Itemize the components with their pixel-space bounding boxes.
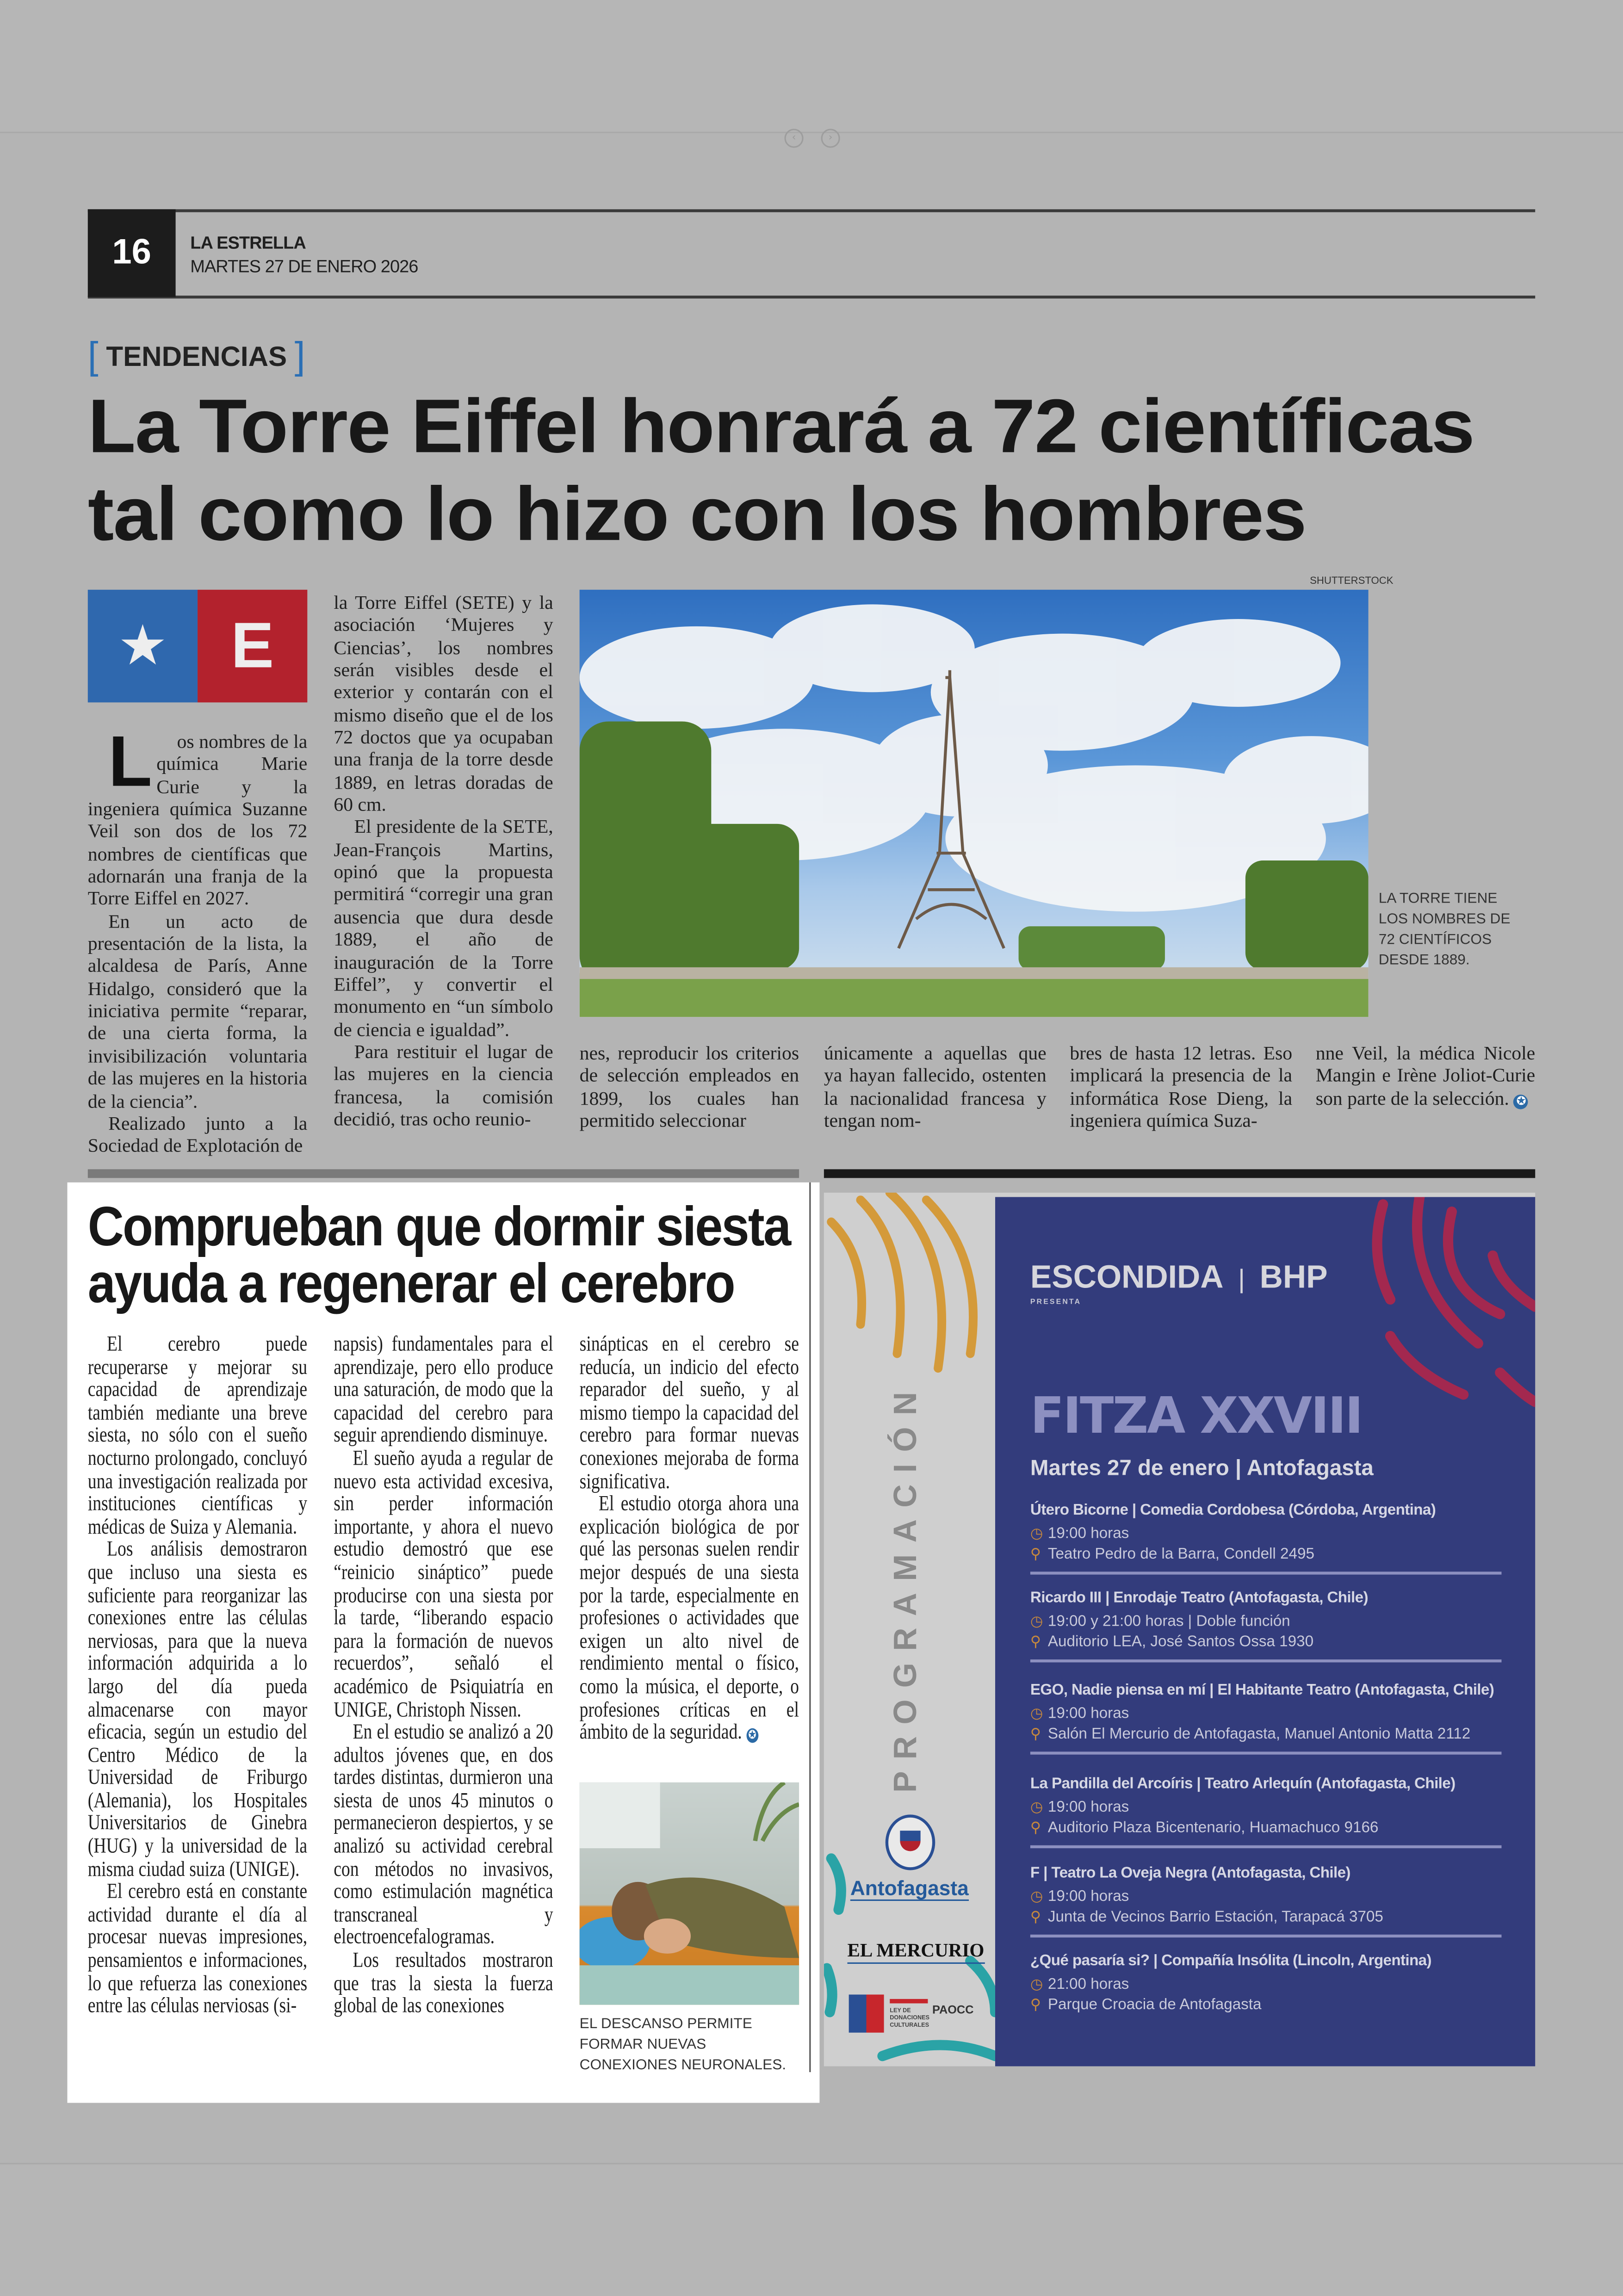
el-mercurio-logo: EL MERCURIO bbox=[847, 1939, 984, 1964]
paragraph-text: nes, reproducir los criterios de selección empleados en 1899, los cuales han permitido seleccionar bbox=[579, 1042, 799, 1132]
paragraph bbox=[334, 1448, 553, 1722]
clock-icon: ◷ bbox=[1030, 1706, 1043, 1723]
paragraph bbox=[88, 1335, 307, 1540]
clock-icon: ◷ bbox=[1030, 1889, 1043, 1906]
paragraph bbox=[824, 1042, 1047, 1132]
headline-line-2: tal como lo hizo con los hombres bbox=[87, 472, 1306, 558]
viewer-top-bar bbox=[0, 0, 1623, 133]
event-title: ¿Qué pasaría si? | Compañía Insólita (Lincoln, Argentina) bbox=[1030, 1952, 1431, 1970]
article-column bbox=[87, 723, 308, 1157]
event-place-text: Auditorio Plaza Bicentenario, Huamachuco 9166 bbox=[1047, 1819, 1379, 1837]
paragraph bbox=[88, 1112, 307, 1157]
paragraph-text: En un acto de presentación de la lista, la alcaldesa de París, Anne Hidalgo, consideró que la iniciativa permite “reparar, de una cierta forma, la invisibilización voluntaria de las mujeres en la historia de la ciencia”. bbox=[87, 910, 308, 1112]
paragraph-text: nne Veil, la médica Nicole Mangin e Irène Joliot-Curie son parte de la selección. bbox=[1315, 1042, 1536, 1109]
event-place-text: Salón El Mercurio de Antofagasta, Manuel Antonio Matta 2112 bbox=[1047, 1725, 1471, 1743]
paragraph bbox=[334, 591, 553, 816]
event-item bbox=[1030, 1501, 1502, 1574]
vertical-programacion-label: PROGRAMACIÓN bbox=[886, 1380, 923, 1793]
event-time bbox=[1030, 1525, 1502, 1542]
paragraph-text: El cerebro puede recuperarse y mejorar su capacidad de aprendizaje también mediante una breve siesta, no sólo con el sueño nocturno prolongado, concluyó una investigación realizada por instituciones científicas y médicas de Suiza y Alemania. bbox=[87, 1333, 308, 1539]
event-item bbox=[1030, 1589, 1502, 1662]
sleeping-man-image bbox=[580, 1782, 799, 2005]
location-pin-icon: ⚲ bbox=[1030, 1820, 1041, 1837]
eiffel-tower-photo bbox=[580, 590, 1369, 1017]
siesta-headline-line-2: ayuda a regenerar el cerebro bbox=[87, 1254, 734, 1316]
location-pin-icon: ⚲ bbox=[1030, 1727, 1041, 1743]
article-column bbox=[580, 1042, 799, 1132]
event-time-text: 19:00 y 21:00 horas | Doble función bbox=[1047, 1612, 1290, 1630]
event-item bbox=[1030, 1864, 1502, 1937]
section-logo bbox=[88, 590, 307, 703]
siesta-column bbox=[580, 1335, 799, 1745]
paragraph-text: bres de hasta 12 letras. Eso implicará la presencia de la informática Rose Dieng, la ingeniera química Suza- bbox=[1070, 1042, 1293, 1132]
event-title: La Pandilla del Arcoíris | Teatro Arlequín (Antofagasta, Chile) bbox=[1030, 1775, 1456, 1793]
event-item bbox=[1030, 1775, 1502, 1848]
section-text: TENDENCIAS bbox=[106, 342, 287, 373]
event-place bbox=[1030, 1633, 1502, 1651]
paragraph bbox=[334, 1040, 553, 1130]
paragraph bbox=[87, 723, 308, 910]
photo-credit: SHUTTERSTOCK bbox=[1310, 576, 1394, 587]
paragraph bbox=[88, 1882, 307, 2019]
eiffel-tower-image bbox=[580, 590, 1369, 1017]
event-place bbox=[1030, 1908, 1502, 1926]
paragraph bbox=[1070, 1042, 1292, 1132]
star-icon: ★ bbox=[88, 590, 198, 703]
paragraph-text: Los análisis demostraron que incluso una siesta es suficiente para reorganizar las conexiones entre las células nerviosas, para que la nueva información adquirida a lo largo del día pueda almacenarse con mayor eficacia, según un estudio del Centro Médico de la Universidad de Friburgo (Alemania), los Hospitales Universitarios de Ginebra (HUG) y la universidad de la misma ciudad suiza (UNIGE). bbox=[87, 1538, 308, 1881]
event-time-text: 19:00 horas bbox=[1047, 1525, 1129, 1543]
siesta-headline-line-1: Comprueban que dormir siesta bbox=[87, 1197, 790, 1259]
paragraph bbox=[580, 1335, 799, 1494]
event-place-text: Junta de Vecinos Barrio Estación, Tarapacá 3705 bbox=[1047, 1908, 1383, 1926]
event-time-text: 19:00 horas bbox=[1047, 1888, 1129, 1906]
sponsor-name: ESCONDIDA bbox=[1030, 1258, 1224, 1295]
event-place bbox=[1030, 1725, 1502, 1743]
event-title: F | Teatro La Oveja Negra (Antofagasta, Chile) bbox=[1030, 1864, 1350, 1882]
issue-date: MARTES 27 DE ENERO 2026 bbox=[190, 256, 418, 277]
antofagasta-logo: Antofagasta bbox=[850, 1876, 969, 1901]
end-of-article-icon: ✪ bbox=[1514, 1094, 1529, 1109]
paragraph bbox=[88, 910, 307, 1112]
paragraph-text: En el estudio se analizó a 20 adultos jóvenes que, en dos tardes distintas, durmieron una siesta de unos 45 minutos o permanecieron despiertos, y se analizó su actividad cerebral con métodos no invasivos, como estimulación magnética transcraneal y electroencefalogramas. bbox=[334, 1721, 553, 1950]
paragraph-text: la Torre Eiffel (SETE) y la asociación ‘Mujeres y Ciencias’, los nombres serán visibles desde el exterior y contarán con el mismo diseño que el de los 72 doctos que ya ocupaban una franja de la torre desde 1889, en letras doradas de 60 cm. bbox=[334, 591, 553, 816]
sponsor-logo bbox=[1030, 1258, 1328, 1296]
event-item bbox=[1030, 1682, 1502, 1754]
event-time bbox=[1030, 1888, 1502, 1906]
sleeping-man-photo bbox=[580, 1782, 799, 2005]
event-title: Útero Bicorne | Comedia Cordobesa (Córdoba, Argentina) bbox=[1030, 1501, 1436, 1519]
paragraph-text: Los resultados mostraron que tras la siesta la fuerza global de las conexiones bbox=[334, 1949, 553, 2018]
donaciones-logo: LEY DE DONACIONES CULTURALES bbox=[890, 1999, 928, 2028]
article-column bbox=[334, 591, 553, 1130]
government-logo bbox=[849, 1994, 884, 2032]
event-place-text: Parque Croacia de Antofagasta bbox=[1047, 1996, 1262, 2014]
sponsor-name-2: BHP bbox=[1259, 1258, 1328, 1295]
paragraph-text: El cerebro está en constante actividad durante el día al procesar nuevas impresiones, pensamientos e informaciones, lo que refuerza las conexiones entre las células nerviosas (si- bbox=[87, 1881, 308, 2018]
event-time bbox=[1030, 1975, 1502, 1993]
program-panel bbox=[995, 1197, 1535, 2066]
paragraph-text: os nombres de la química Marie Curie y la ingeniera química Suzanne Veil son dos de los 72 nombres de científicas que adornarán una franja de la Torre Eiffel en 2027. bbox=[87, 730, 308, 910]
event-time bbox=[1030, 1613, 1502, 1630]
event-place bbox=[1030, 1819, 1502, 1837]
event-title: Ricardo III | Enrodaje Teatro (Antofagasta, Chile) bbox=[1030, 1589, 1368, 1607]
section-divider bbox=[88, 1169, 799, 1178]
paragraph bbox=[334, 1335, 553, 1449]
event-place bbox=[1030, 1545, 1502, 1563]
location-pin-icon: ⚲ bbox=[1030, 1997, 1041, 2014]
municipality-crest-icon bbox=[886, 1814, 935, 1870]
festival-title: FITZA XXVIII bbox=[1030, 1387, 1362, 1446]
logo-letter: E bbox=[198, 590, 307, 703]
clock-icon: ◷ bbox=[1030, 1526, 1043, 1543]
paragraph-text: El presidente de la SETE, Jean-François Martins, opinó que la propuesta permitirá “corregir una gran ausencia que dura desde 1889, el año de inauguración de la Torre Eiffel”, y convertir el monumento en “un símbolo de ciencia e igualdad”. bbox=[334, 816, 553, 1040]
paragraph bbox=[334, 1722, 553, 1950]
siesta-column bbox=[334, 1335, 553, 2019]
paper-name: LA ESTRELLA bbox=[190, 232, 306, 254]
paragraph-text: El sueño ayuda a regular de nuevo esta actividad excesiva, sin perder información importante, y ahora el nuevo estudio demostró que ese “reinicio sináptico” puede producirse con una siesta por la tarde, “liberando espacio para la formación de nuevos recuerdos”, señaló el académico de Psiquiatría en UNIGE, Christoph Nissen. bbox=[334, 1447, 553, 1722]
header-rule-bottom bbox=[88, 296, 1535, 298]
event-place-text: Auditorio LEA, José Santos Ossa 1930 bbox=[1047, 1633, 1314, 1651]
event-item bbox=[1030, 1952, 1502, 2014]
event-separator bbox=[1030, 1845, 1502, 1848]
chevron-right-icon[interactable]: › bbox=[821, 129, 840, 148]
viewer-bottom-bar bbox=[0, 2163, 1623, 2296]
event-place bbox=[1030, 1996, 1502, 2014]
clock-icon: ◷ bbox=[1030, 1614, 1043, 1630]
paragraph-text: Para restituir el lugar de las mujeres en la ciencia francesa, la comisión decidió, tras ocho reunio- bbox=[334, 1040, 553, 1130]
event-title: EGO, Nadie piensa en mí | El Habitante Teatro (Antofagasta, Chile) bbox=[1030, 1681, 1494, 1699]
paragraph-text: El estudio otorga ahora una explicación biológica de por qué las personas suelen rendir mejor después de una siesta por la tarde, especialmente en profesiones o actividades que exigen un alto nivel de rendimiento mental o físico, como la música, el deporte, o profesiones críticas en el ámbito de la seguridad. bbox=[579, 1492, 799, 1745]
paragraph bbox=[88, 1540, 307, 1882]
presenta-label: PRESENTA bbox=[1030, 1298, 1082, 1307]
drop-cap: L bbox=[108, 723, 152, 802]
header-rule-top bbox=[88, 209, 1535, 211]
event-time-text: 19:00 horas bbox=[1047, 1798, 1129, 1816]
article-column bbox=[824, 1042, 1047, 1132]
page-number: 16 bbox=[88, 209, 176, 297]
event-separator bbox=[1030, 1572, 1502, 1574]
location-pin-icon: ⚲ bbox=[1030, 1909, 1041, 1926]
event-time-text: 21:00 horas bbox=[1047, 1975, 1129, 1993]
article-column bbox=[1070, 1042, 1292, 1132]
paocc-logo: PAOCC bbox=[932, 2003, 974, 2017]
section-label: [ TENDENCIAS ] bbox=[87, 334, 305, 378]
location-pin-icon: ⚲ bbox=[1030, 1634, 1041, 1651]
event-place-text: Teatro Pedro de la Barra, Condell 2495 bbox=[1047, 1545, 1314, 1563]
event-time bbox=[1030, 1705, 1502, 1722]
festival-date-line: Martes 27 de enero | Antofagasta bbox=[1030, 1456, 1374, 1481]
siesta-column bbox=[88, 1335, 307, 2019]
paragraph bbox=[580, 1042, 799, 1132]
event-time-text: 19:00 horas bbox=[1047, 1705, 1129, 1723]
headline-line-1: La Torre Eiffel honrará a 72 científicas bbox=[87, 384, 1474, 470]
photo-caption: LA TORRE TIENE LOS NOMBRES DE 72 CIENTÍFICOS DESDE 1889. bbox=[1378, 891, 1511, 969]
location-pin-icon: ⚲ bbox=[1030, 1547, 1041, 1563]
end-of-article-icon: ✪ bbox=[746, 1728, 758, 1743]
paragraph-text: Realizado junto a la Sociedad de Explotación de bbox=[87, 1112, 308, 1157]
siesta-photo-caption: EL DESCANSO PERMITE FORMAR NUEVAS CONEXIONES NEURONALES. bbox=[579, 2016, 787, 2074]
paragraph bbox=[334, 1951, 553, 2019]
chevron-left-icon[interactable]: ‹ bbox=[784, 129, 803, 148]
column-rule bbox=[809, 1182, 811, 2072]
paragraph-text: sinápticas en el cerebro se reducía, un indicio del efecto reparador del sueño, y al mismo tiempo la capacidad del cerebro para formar nuevas conexiones mejoraba de forma significativa. bbox=[579, 1333, 799, 1494]
event-separator bbox=[1030, 1935, 1502, 1937]
event-separator bbox=[1030, 1659, 1502, 1662]
paragraph bbox=[334, 816, 553, 1040]
section-divider bbox=[824, 1169, 1535, 1178]
paragraph bbox=[1316, 1042, 1535, 1109]
clock-icon: ◷ bbox=[1030, 1977, 1043, 1993]
sponsor-separator: | bbox=[1238, 1264, 1245, 1294]
article-column bbox=[1316, 1042, 1535, 1109]
paragraph-text: únicamente a aquellas que ya hayan fallecido, ostenten la nacionalidad francesa y tengan nom- bbox=[824, 1042, 1047, 1132]
paragraph bbox=[580, 1494, 799, 1745]
clock-icon: ◷ bbox=[1030, 1800, 1043, 1816]
event-separator bbox=[1030, 1751, 1502, 1754]
paragraph-text: napsis) fundamentales para el aprendizaje, pero ello produce una saturación, de modo que la capacidad del cerebro para seguir aprendiendo disminuye. bbox=[334, 1333, 553, 1448]
event-time bbox=[1030, 1799, 1502, 1816]
